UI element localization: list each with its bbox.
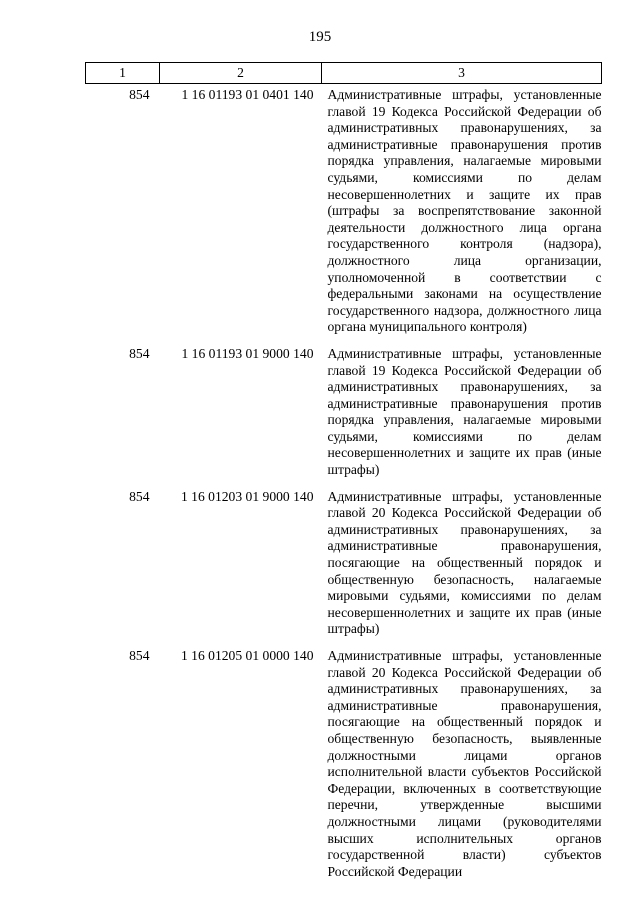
description-cell: Административные штрафы, установленные главой 19 Кодекса Российской Федерации об административных правонарушениях, за административные правонарушения против порядка управления, налагаемые мировыми судьями, комиссиями по делам несовершеннолетних и защите их прав (штрафы за воспрепятствование законной деятельности должностного лица органа государственного контроля (надзора), должностного лица организации, уполномоченной в соответствии с федеральными законами на осуществление государственного надзора, должностного лица органа муниципального контроля)	[327, 87, 602, 335]
table-body	[86, 84, 602, 891]
header-column-2: 2	[160, 63, 322, 84]
budget-code-cell: 1 16 01193 01 0401 140	[181, 87, 314, 102]
admin-code-cell: 854	[129, 488, 150, 504]
header-column-1: 1	[86, 63, 160, 84]
description-cell: Административные штрафы, установленные главой 20 Кодекса Российской Федерации об административных правонарушениях, за административные правонарушения, посягающие на общественный порядок и общественную безопасность, выявленные должностными лицами органов исполнительной власти субъектов Российской Федерации, включенных в соответствующие перечни, утвержденные высшими должностными лицами (руководителями высших исполнительных органов государственной власти) субъектов Российской Федерации	[327, 648, 602, 879]
budget-codes-table	[85, 62, 602, 890]
table-row	[86, 648, 602, 890]
description-cell: Административные штрафы, установленные главой 20 Кодекса Российской Федерации об административных правонарушениях, за административные правонарушения, посягающие на общественный порядок и общественную безопасность, налагаемые мировыми судьями, комиссиями по делам несовершеннолетних и защите их прав (иные штрафы)	[327, 488, 602, 637]
table-row	[86, 346, 602, 489]
admin-code-cell: 854	[129, 87, 150, 102]
header-column-3: 3	[322, 63, 602, 84]
budget-code-cell: 1 16 01193 01 9000 140	[181, 345, 314, 361]
budget-code-cell: 1 16 01203 01 9000 140	[180, 488, 314, 504]
admin-code-cell: 854	[129, 648, 150, 663]
header-row	[86, 63, 602, 84]
table-header	[86, 63, 602, 84]
table-row	[86, 489, 602, 648]
table-row	[86, 84, 602, 346]
admin-code-cell: 854	[129, 345, 150, 361]
page-number: 195	[308, 29, 332, 45]
budget-code-cell: 1 16 01205 01 0000 140	[180, 648, 314, 663]
description-cell: Административные штрафы, установленные главой 19 Кодекса Российской Федерации об административных правонарушениях, за административные правонарушения против порядка управления, налагаемые мировыми судьями, комиссиями по делам несовершеннолетних и защите их прав (иные штрафы)	[327, 345, 602, 478]
